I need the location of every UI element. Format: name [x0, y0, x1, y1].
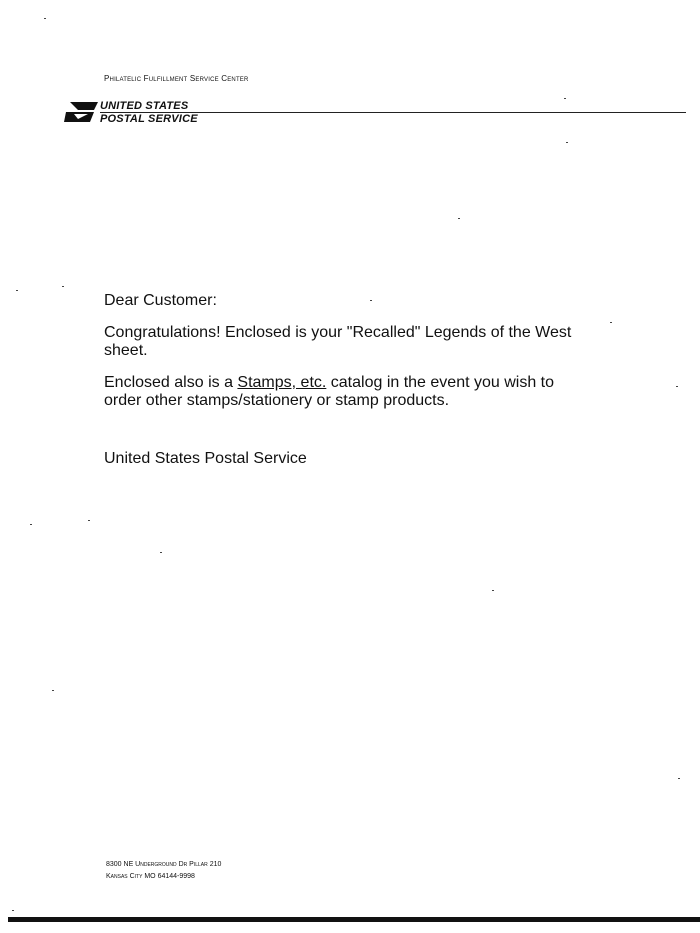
scan-speck	[62, 286, 64, 287]
scan-speck	[566, 142, 568, 143]
greeting: Dear Customer:	[104, 292, 217, 309]
org-name-line1: UNITED STATES	[100, 100, 189, 112]
paragraph-catalog-start: Enclosed also is a	[104, 374, 238, 391]
scan-speck	[564, 98, 566, 99]
scan-speck	[370, 300, 372, 301]
scan-speck	[88, 520, 90, 521]
return-address	[106, 859, 221, 883]
scan-speck	[30, 524, 32, 525]
scan-speck	[678, 778, 680, 779]
scan-speck	[44, 18, 46, 19]
scan-speck	[492, 590, 494, 591]
usps-eagle-icon	[64, 100, 98, 124]
scan-speck	[610, 322, 612, 323]
scan-speck	[160, 552, 162, 553]
catalog-title: Stamps, etc.	[237, 374, 327, 391]
scan-speck	[16, 290, 18, 291]
paragraph-catalog-end: catalog in the event you wish to order other stamps/stationery or stamp products.	[104, 374, 555, 409]
paragraph-enclosed-sheet: Congratulations! Enclosed is your "Recalled" Legends of the West sheet.	[104, 324, 572, 359]
letterhead-rule-short	[100, 112, 188, 113]
letterhead-rule	[186, 112, 686, 113]
scan-speck	[676, 386, 678, 387]
scan-speck	[458, 218, 460, 219]
org-name-line2: POSTAL SERVICE	[100, 113, 198, 125]
address-line-city: Kansas City MO 64144-9998	[106, 873, 195, 880]
letter-body	[104, 292, 574, 468]
scan-speck	[12, 910, 14, 911]
department-name: Philatelic Fulfillment Service Center	[104, 74, 249, 83]
organization-name	[100, 100, 198, 126]
signature: United States Postal Service	[104, 450, 307, 467]
scan-speck	[52, 690, 54, 691]
address-line-street: 8300 NE Underground Dr Pillar 210	[106, 861, 222, 868]
letterhead	[64, 100, 686, 126]
bottom-border	[8, 917, 700, 922]
paragraph-catalog	[104, 374, 574, 410]
